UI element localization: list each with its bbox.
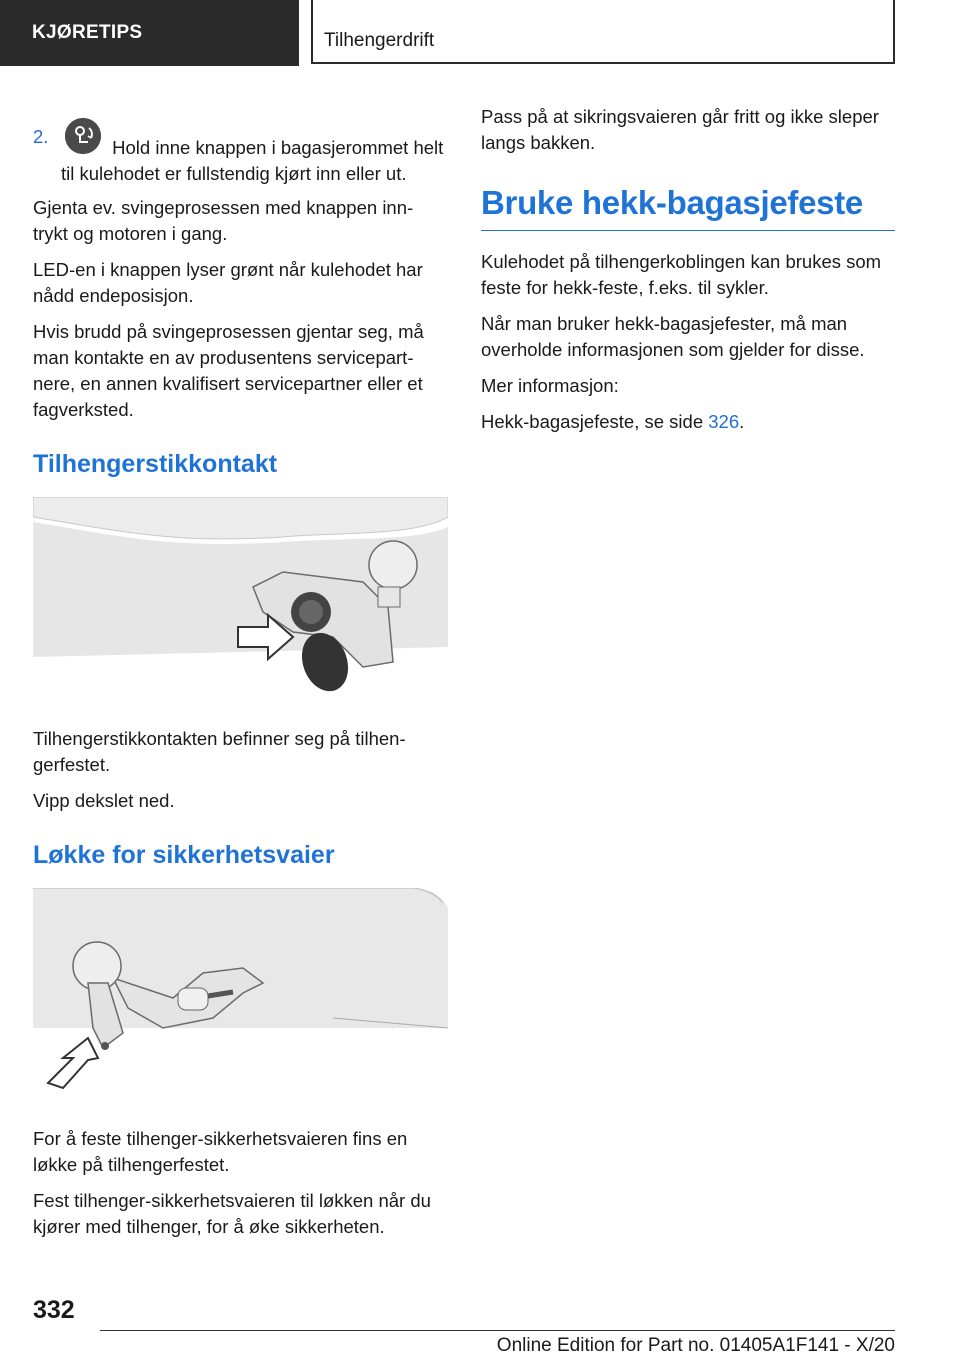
link-suffix: . [739,411,745,432]
chapter-title: Tilhengerdrift [313,0,893,62]
paragraph: LED-en i knappen lyser grønt når kulehodet har nådd endeposisjon. [33,259,423,306]
trailer-hitch-button-icon [65,118,101,154]
page-header [0,0,960,66]
section-title: KJØRETIPS [0,0,299,66]
chapter-tab [311,0,895,64]
trailer-socket-illustration [33,497,448,700]
paragraph: Mer informasjon: [481,375,619,396]
left-column [33,124,448,1250]
footer-divider [100,1330,895,1331]
step-number: 2. [33,126,49,147]
paragraph: Hvis brudd på svingeprosessen gjentar seg, må man kontakte en av produsentens servicepart-nere, en annen kvalifisert servicepartner eller et fagverksted. [33,321,424,420]
paragraph: Når man bruker hekk-bagasjefester, må man overholde informasjonen som gjelder for disse. [481,313,865,360]
footer-edition: Online Edition for Part no. 01405A1F141 - X/20 [496,1335,895,1356]
heading-safety-loop: Løkke for sikkerhetsvaier [33,841,335,869]
link-prefix: Hekk-bagasjefeste, se side [481,411,709,432]
step-text: Hold inne knappen i bagasjerommet helt til kulehodet er fullstendig kjørt inn eller ut. [61,137,444,184]
paragraph: Tilhengerstikkontakten befinner seg på tilhen-gerfestet. [33,728,406,775]
page-number: 332 [33,1296,75,1324]
safety-loop-illustration [33,888,448,1100]
page-reference-link[interactable]: 326 [708,411,740,432]
heading-trailer-socket: Tilhengerstikkontakt [33,450,278,478]
paragraph-with-link [481,409,895,435]
paragraph: For å feste tilhenger-sikkerhetsvaieren fins en løkke på tilhengerfestet. [33,1128,408,1175]
right-column [481,104,895,445]
paragraph: Pass på at sikringsvaieren går fritt og ikke sleper langs bakken. [481,106,879,153]
paragraph: Kulehodet på tilhengerkoblingen kan brukes som feste for hekk-feste, f.eks. til sykler. [481,251,882,298]
paragraph: Vipp dekslet ned. [33,790,175,811]
step-2 [33,124,448,187]
paragraph: Gjenta ev. svingeprosessen med knappen inn-trykt og motoren i gang. [33,197,414,244]
paragraph: Fest tilhenger-sikkerhetsvaieren til løkken når du kjører med tilhenger, for å øke sikkerheten. [33,1190,431,1237]
heading-rear-carrier: Bruke hekk-bagasjefeste [481,190,895,231]
